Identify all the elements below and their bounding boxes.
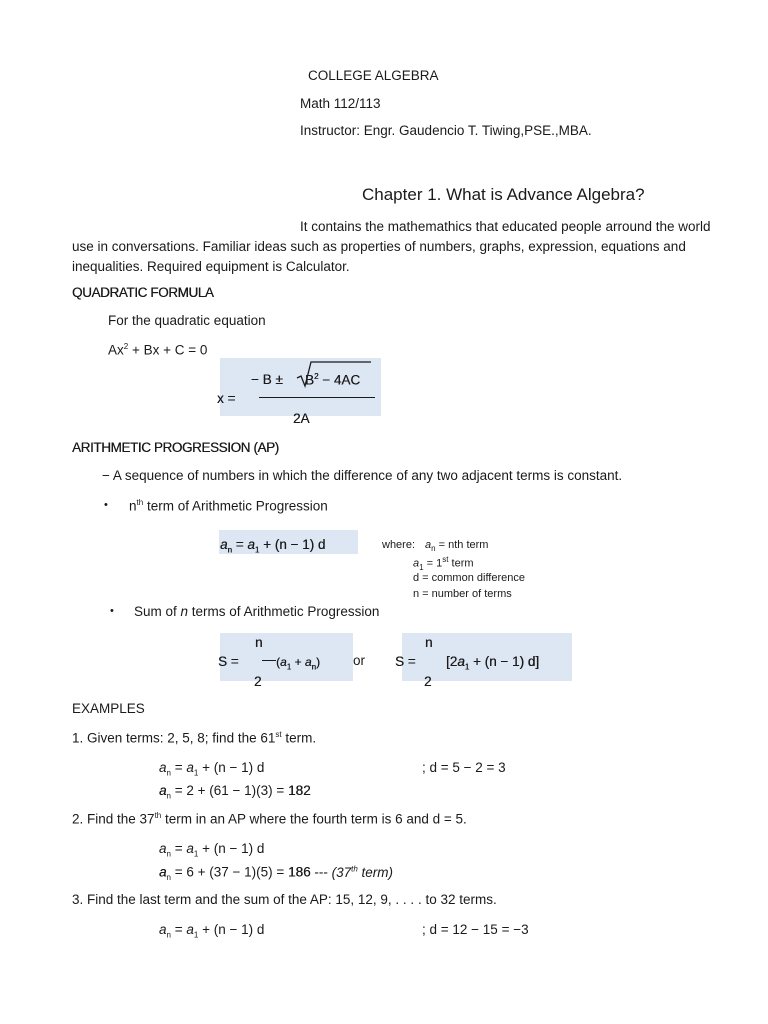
intro-rest: world use in conversations. Familiar ideas such as properties of numbers, graphs, expression, equations and inequalities. Required equipment is Calculator.	[72, 219, 711, 274]
radicand: $B^2 - 4AC$	[305, 372, 361, 388]
denominator: 2A	[293, 411, 310, 426]
ap-heading: ARITHMETIC PROGRESSION (AP)	[72, 440, 279, 455]
chapter-title: Chapter 1. What is Advance Algebra?	[362, 185, 645, 204]
quadratic-lead: For the quadratic equation	[108, 313, 266, 328]
sum2-lhs: S =	[395, 654, 416, 669]
quadratic-equation: $Ax^2 + Bx + C = 0$	[108, 342, 208, 358]
sum1-denominator: 2	[254, 674, 262, 689]
sum1-fraction-bar	[262, 660, 276, 661]
where-d: d = common difference	[413, 572, 525, 584]
x-label: x =	[217, 391, 236, 406]
bullet-icon: •	[110, 605, 114, 617]
example-1-line-1-right: ; d = 5 − 2 = 3	[422, 760, 506, 775]
quadratic-heading: QUADRATIC FORMULA	[72, 285, 214, 300]
ap-sum-bullet: Sum of n terms of Arithmetic Progression	[134, 604, 380, 619]
example-1-line-2: $a_n = 2 + (61 - 1)(3) = 182$	[159, 783, 311, 801]
where-label: where:	[382, 539, 416, 551]
instructor-line: Instructor: Engr. Gaudencio T. Tiwing,PSE.,MBA.	[300, 123, 592, 138]
intro-first-line: It contains the mathemathics that educated people arround the	[300, 219, 675, 234]
nth-formula: $a_n = a_1 + (n - 1)$ d	[220, 537, 326, 555]
numerator-left: − B ±	[251, 372, 283, 387]
fraction-bar	[259, 397, 375, 398]
example-1-line-1: $a_n = a_1 + (n - 1)$ d	[159, 760, 265, 778]
sum2-denominator: 2	[424, 674, 432, 689]
example-2-question: 2. Find the 37th term in an AP where the fourth term is 6 and d = 5.	[72, 811, 467, 827]
sum1-rhs: $(a_1 + a_n)$	[276, 655, 320, 672]
sum2-rhs: [$2a_1 + (n - 1)$ d]	[446, 654, 540, 672]
example-3-line-1: $a_n = a_1 + (n - 1)$ d	[159, 922, 265, 940]
sum1-numerator: n	[255, 635, 263, 650]
course-title: COLLEGE ALGEBRA	[308, 68, 439, 83]
sum1-lhs: S =	[218, 654, 239, 669]
ap-nth-bullet: $n^{th}$ term of Arithmetic Progression	[129, 498, 328, 514]
or-label: or	[353, 653, 366, 668]
bullet-icon: •	[104, 499, 108, 511]
example-2-line-2: $a_n = 6 + (37 - 1)(5) = 186$ --- (37th term)	[159, 864, 394, 883]
where-an: $a_n$ = nth term	[425, 539, 489, 554]
example-3-line-1-right: ; d = 12 − 15 = −3	[422, 922, 529, 937]
example-3-question: 3. Find the last term and the sum of the AP: 15, 12, 9, . . . . to 32 terms.	[72, 892, 497, 907]
example-1-question: 1. Given terms: 2, 5, 8; find the 61st term.	[72, 730, 317, 746]
ap-definition: − A sequence of numbers in which the difference of any two adjacent terms is constant.	[102, 468, 623, 483]
course-code: Math 112/113	[300, 96, 381, 111]
sum2-numerator: n	[425, 635, 433, 650]
where-n: n = number of terms	[413, 588, 512, 600]
examples-heading: EXAMPLES	[72, 701, 145, 716]
intro-paragraph	[72, 217, 712, 277]
where-a1: $a_1 = 1st$ term	[413, 555, 474, 572]
example-2-line-1: $a_n = a_1 + (n - 1)$ d	[159, 841, 265, 859]
